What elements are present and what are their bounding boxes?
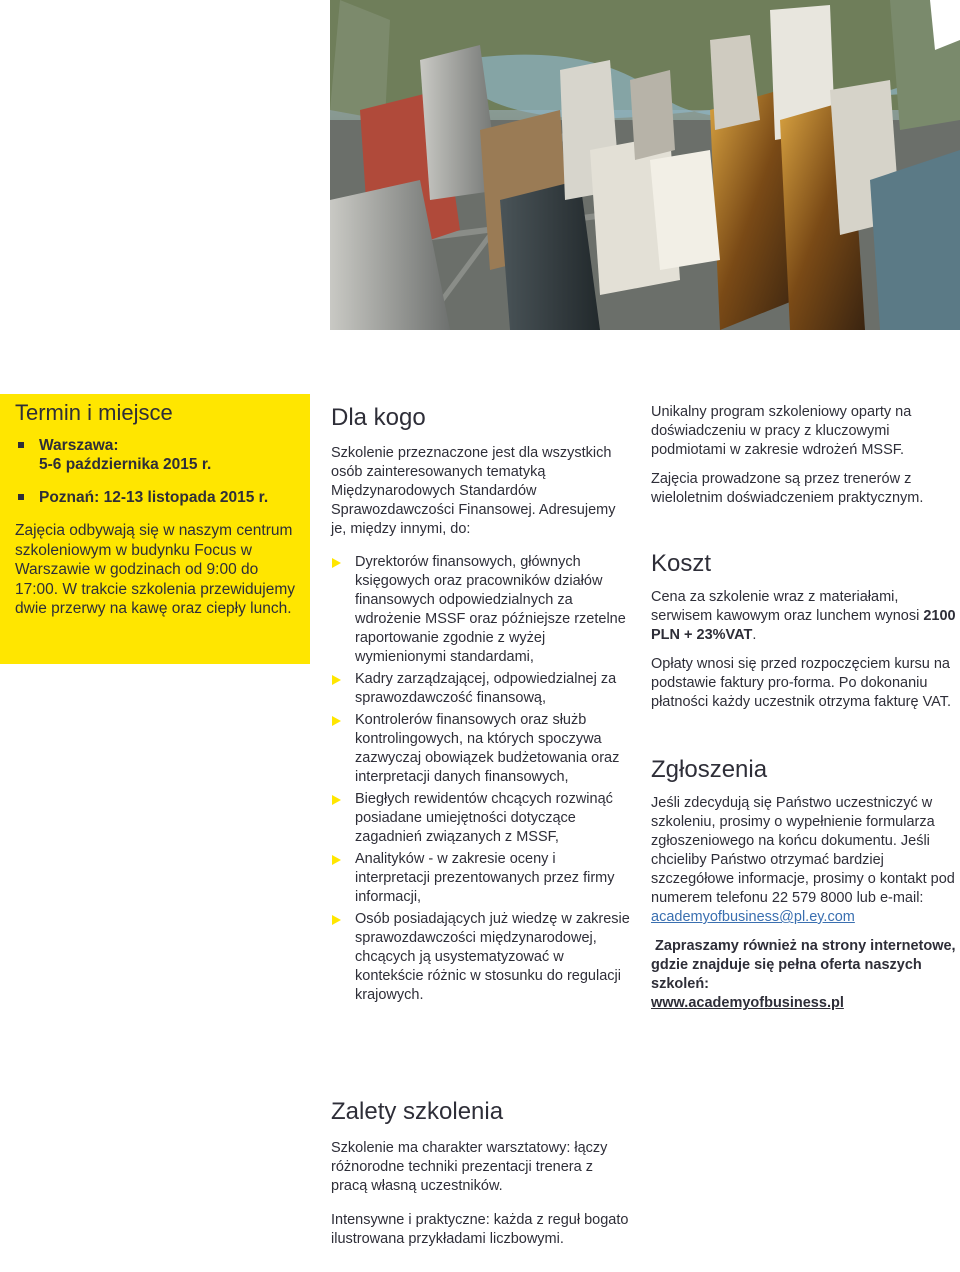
schedule-item-warszawa: [15, 436, 300, 474]
trainers-paragraph: Zajęcia prowadzone są przez trenerów z wieloletnim doświadczeniem praktycznym.: [651, 471, 924, 506]
list-item: Biegłych rewidentów chcących rozwinąć posiadane umiejętności dotyczące zagadnień związanych z MSSF,: [331, 790, 631, 847]
advantages-paragraph-2: Intensywne i praktyczne: każda z reguł bogato ilustrowana przykładami liczbowymi.: [331, 1212, 629, 1247]
price-value: 2100 PLN + 23%VAT: [651, 608, 956, 643]
audience-intro: Szkolenie przeznaczone jest dla wszystkich osób zainteresowanych tematyką Międzynarodowych Standardów Sprawozdawczości Finansowej. Adresujemy je, między innymi, do:: [331, 445, 616, 537]
arrow-bullet-icon: [332, 855, 341, 865]
arrow-bullet-icon: [332, 716, 341, 726]
list-item: Analityków - w zakresie oceny i interpretacji prezentowanych przez firmy informacji,: [331, 850, 631, 907]
audience-title: Dla kogo: [331, 404, 426, 431]
schedule-paragraph: Zajęcia odbywają się w naszym centrum szkoleniowym w budynku Focus w Warszawie w godzinach od 9:00 do 17:00. W trakcie szkolenia przewidujemy dwie przerwy na kawę oraz ciepły lunch.: [15, 522, 295, 617]
list-item: Kontrolerów finansowych oraz służb kontrolingowych, na których spoczywa zazwyczaj obowiązek budżetowania oraz interpretacji danych finansowych,: [331, 711, 631, 787]
schedule-item-label: Warszawa:: [39, 437, 119, 454]
advantages-paragraph-1: Szkolenie ma charakter warsztatowy: łączy różnorodne techniki prezentacji trenera z pracą własną uczestników.: [331, 1140, 608, 1194]
cost-title: Koszt: [651, 550, 712, 577]
arrow-bullet-icon: [332, 675, 341, 685]
hero-city-image: [330, 0, 960, 330]
schedule-title: Termin i miejsce: [15, 400, 173, 425]
arrow-bullet-icon: [332, 795, 341, 805]
arrow-bullet-icon: [332, 915, 341, 925]
schedule-list: [15, 436, 300, 507]
schedule-item-poznan: [15, 488, 300, 507]
right-column: [651, 403, 956, 1013]
program-paragraph: Unikalny program szkoleniowy oparty na doświadczeniu w pracy z kluczowymi podmiotami w zakresie wdrożeń MSSF.: [651, 404, 912, 458]
audience-section: [331, 404, 631, 1008]
cost-paragraph: Cena za szkolenie wraz z materiałami, serwisem kawowym oraz lunchem wynosi 2100 PLN + 23%VAT.: [651, 589, 956, 643]
advantages-section: [331, 1098, 631, 1249]
promo-paragraph: Zapraszamy również na strony internetowe, gdzie znajduje się pełna oferta naszych szkoleń: www.academyofbusiness.pl: [651, 938, 956, 1011]
schedule-box: [0, 394, 310, 664]
audience-list: [331, 553, 631, 1005]
advantages-title: Zalety szkolenia: [331, 1098, 504, 1125]
schedule-item-value: 5-6 października 2015 r.: [39, 456, 212, 473]
list-item: Dyrektorów finansowych, głównych księgowych oraz pracowników działów finansowych odpowiedzialnych za wdrożenie MSSF oraz późniejsze rzetelne raportowanie zgodnie z wyżej wymienionymi standardami,: [331, 553, 631, 667]
applications-paragraph: Jeśli zdecydują się Państwo uczestniczyć w szkoleniu, prosimy o wypełnienie formularza zgłoszeniowego na końcu dokumentu. Jeśli chcieliby Państwo otrzymać bardziej szczegółowe informacje, prosimy o kontakt pod numerem telefonu 22 579 8000 lub e-mail: academyofbusiness@pl.ey.com: [651, 795, 955, 925]
email-link[interactable]: academyofbusiness@pl.ey.com: [651, 909, 855, 925]
payment-paragraph: Opłaty wnosi się przed rozpoczęciem kursu na podstawie faktury pro-forma. Po dokonaniu płatności każdy uczestnik otrzyma fakturę VAT.: [651, 656, 952, 710]
list-item: Kadry zarządzającej, odpowiedzialnej za sprawozdawczość finansową,: [331, 670, 631, 708]
applications-title: Zgłoszenia: [651, 756, 768, 783]
website-link[interactable]: www.academyofbusiness.pl: [651, 995, 844, 1011]
schedule-item-label: Poznań: 12-13 listopada 2015 r.: [39, 489, 269, 506]
arrow-bullet-icon: [332, 558, 341, 568]
list-item: Osób posiadających już wiedzę w zakresie sprawozdawczości międzynarodowej, chcących ją usystematyzować w kontekście różnic w stosunku do regulacji krajowych.: [331, 910, 631, 1005]
